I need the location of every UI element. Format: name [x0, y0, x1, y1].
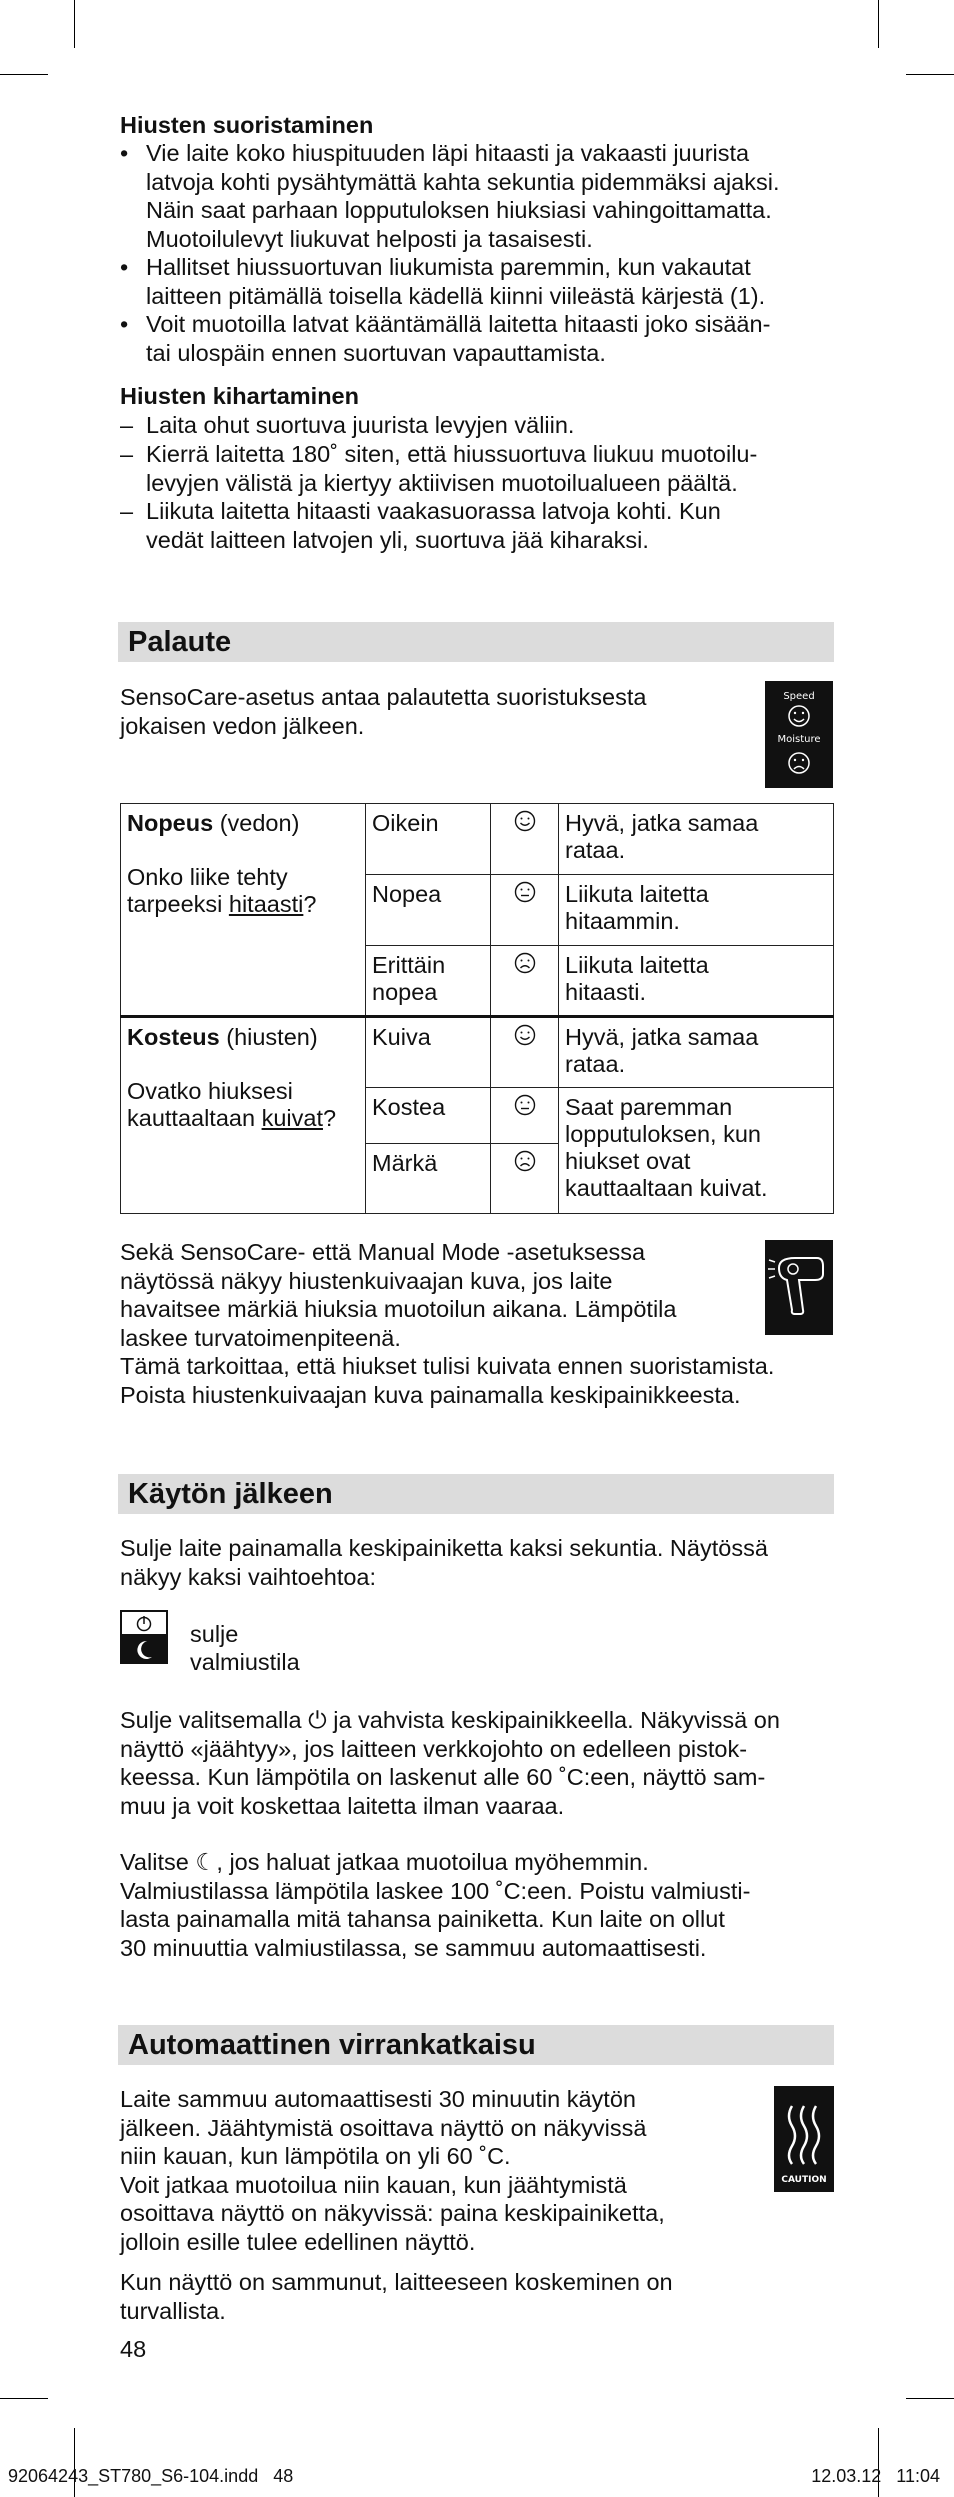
- feedback-table: [120, 803, 834, 1214]
- crop-mark: [878, 0, 879, 48]
- svg-text:CAUTION: CAUTION: [781, 2175, 827, 2185]
- power-option-label: sulje: [190, 1621, 239, 1647]
- dash-marker: –: [120, 441, 134, 467]
- auto-off-paragraph-1: Laite sammuu automaattisesti 30 minuutin käytön jälkeen. Jäähtymistä osoittava näyttö on näkyvissä niin kauan, kun lämpötila on yli 60 ˚C. Voit jatkaa muotoilua niin kauan, kun jäähtymistä osoittava näyttö on näkyvissä: paina keskipainiketta, jolloin esille tulee edellinen näyttö.: [120, 2086, 665, 2255]
- crop-mark: [906, 2398, 954, 2399]
- bullet-dot: •: [120, 254, 129, 280]
- neutral-face-icon: [491, 875, 559, 946]
- state-cell: Märkä: [366, 1144, 491, 1214]
- auto-off-paragraph-2: Kun näyttö on sammunut, laitteeseen koskeminen on turvallista.: [120, 2269, 673, 2324]
- list-item: Hallitset hiussuortuvan liukumista paremmin, kun vakautat laitteen pitämällä toisella kädellä kiinni viileästä kärjestä (1).: [146, 254, 766, 309]
- crop-mark: [74, 0, 75, 48]
- straightening-heading: Hiusten suoristaminen: [120, 112, 374, 138]
- list-item: Laita ohut suortuva juurista levyjen väliin.: [146, 412, 575, 438]
- footer-date-time: 12.03.12 11:04: [811, 2466, 940, 2486]
- caution-heat-icon: [774, 2086, 834, 2192]
- list-item: Kierrä laitetta 180˚ siten, että hiussuortuva liukuu muotoilu- levyjen välistä ja kiertyy aktiivisen muotoilualueen päältä.: [146, 441, 758, 496]
- sad-face-icon: [491, 1144, 559, 1214]
- crop-mark: [0, 74, 48, 75]
- standby-option-label: valmiustila: [190, 1649, 300, 1675]
- list-item: Vie laite koko hiuspituuden läpi hitaasti ja vakaasti juurista latvoja kohti pysähtymättä kahta sekuntia pidemmäksi ajaksi. Näin saat parhaan lopputuloksen hiuksiasi vahingoittamatta. Muotoilulevyt liukuvat helposti ja tasaisesti.: [146, 140, 780, 252]
- advice-cell: Liikuta laitetta hitaasti.: [559, 946, 834, 1017]
- svg-text:Moisture: Moisture: [777, 734, 821, 745]
- advice-cell: Hyvä, jatka samaa rataa.: [559, 1017, 834, 1088]
- moisture-criterion-cell: Kosteus (hiusten) Ovatko hiuksesi kauttaaltaan kuivat?: [121, 1017, 366, 1214]
- sad-face-icon: [491, 946, 559, 1017]
- neutral-face-icon: [491, 1088, 559, 1144]
- happy-face-icon: [491, 1017, 559, 1088]
- feedback-section-header: Palaute: [118, 622, 834, 662]
- state-cell: Kuiva: [366, 1017, 491, 1088]
- list-item: Liikuta laitetta hitaasti vaakasuorassa latvoja kohti. Kun vedät laitteen latvojen yli, suortuva jää kiharaksi.: [146, 498, 721, 553]
- list-item: Voit muotoilla latvat kääntämällä laitetta hitaasti joko sisään- tai ulospäin ennen suortuvan vapauttamista.: [146, 311, 771, 366]
- state-cell: Oikein: [366, 804, 491, 875]
- footer-file-info: 92064243_ST780_S6-104.indd 48: [8, 2466, 294, 2486]
- state-cell: Nopea: [366, 875, 491, 946]
- moon-icon: [120, 1636, 168, 1664]
- dash-marker: –: [120, 412, 134, 438]
- power-icon: [120, 1610, 168, 1636]
- bullet-dot: •: [120, 140, 129, 166]
- state-cell: Kostea: [366, 1088, 491, 1144]
- dash-marker: –: [120, 498, 134, 524]
- svg-text:Speed: Speed: [783, 691, 815, 702]
- hair-dryer-icon: [765, 1240, 833, 1335]
- page-number: 48: [120, 2336, 147, 2362]
- happy-face-icon: [491, 804, 559, 875]
- feedback-intro: SensoCare-asetus antaa palautetta suoristuksesta jokaisen vedon jälkeen.: [120, 684, 647, 739]
- state-cell: Erittäin nopea: [366, 946, 491, 1017]
- after-use-paragraph-2: Valitse ☾, jos haluat jatkaa muotoilua myöhemmin. Valmiustilassa lämpötila laskee 100 ˚C:een. Poistu valmiusti- lasta painamalla mitä tahansa painiketta. Kun laite on ollut 30 minuuttia valmiustilassa, se sammuu automaattisesti.: [120, 1849, 751, 1961]
- speed-criterion-cell: Nopeus (vedon) Onko liike tehty tarpeeksi hitaasti?: [121, 804, 366, 1017]
- crop-mark: [906, 74, 954, 75]
- power-icon: ⏻: [308, 1707, 327, 1733]
- after-use-intro: Sulje laite painamalla keskipainiketta kaksi sekuntia. Näytössä näkyy kaksi vaihtoehtoa:: [120, 1535, 768, 1590]
- hair-dryer-info-text: Sekä SensoCare- että Manual Mode -asetuksessa näytössä näkyy hiustenkuivaajan kuva, jos laite havaitsee märkiä hiuksia muotoilun aikana. Lämpötila laskee turvatoimenpiteenä. Tämä tarkoittaa, että hiukset tulisi kuivata ennen suoristamista. Poista hiustenkuivaajan kuva painamalla keskipainikkeesta.: [120, 1239, 775, 1408]
- after-use-section-header: Käytön jälkeen: [118, 1474, 834, 1514]
- shared-advice-cell: Saat paremman lopputuloksen, kun hiukset ovat kauttaaltaan kuivat.: [559, 1088, 834, 1214]
- speed-moisture-display-icon: [765, 681, 833, 788]
- bullet-dot: •: [120, 311, 129, 337]
- curling-heading: Hiusten kihartaminen: [120, 383, 359, 409]
- crop-mark: [0, 2398, 48, 2399]
- advice-cell: Liikuta laitetta hitaammin.: [559, 875, 834, 946]
- moon-icon: ☾: [195, 1849, 217, 1875]
- advice-cell: Hyvä, jatka samaa rataa.: [559, 804, 834, 875]
- after-use-paragraph-1: Sulje valitsemalla ⏻ ja vahvista keskipainikkeella. Näkyvissä on näyttö «jäähtyy», jos laitteen verkkojohto on edelleen pistok- keessa. Kun lämpötila on laskenut alle 60 ˚C:een, näyttö sam- muu ja voit koskettaa laitetta ilman vaaraa.: [120, 1707, 780, 1819]
- auto-off-section-header: Automaattinen virrankatkaisu: [118, 2025, 834, 2065]
